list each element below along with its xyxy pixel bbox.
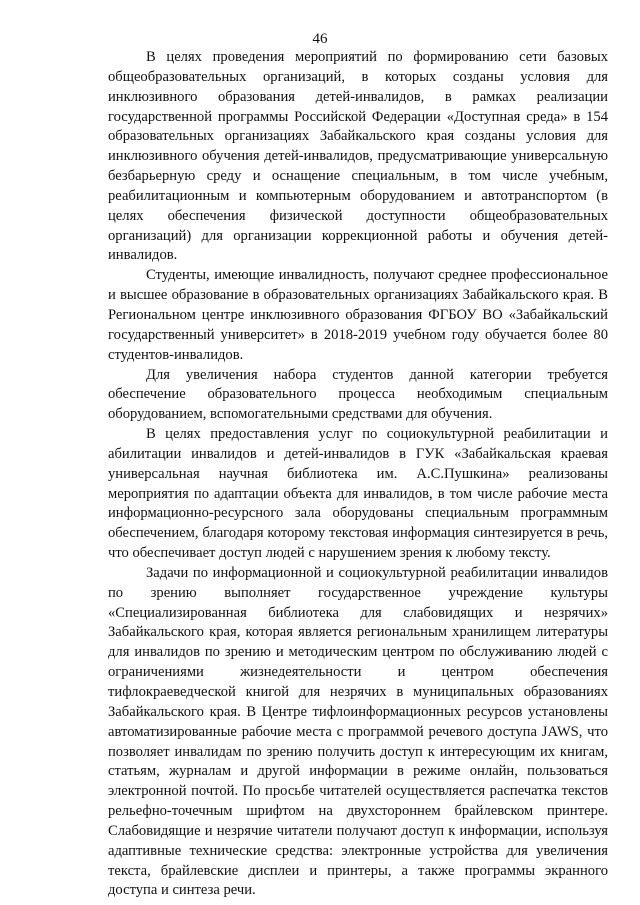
body-text [108, 48, 608, 901]
paragraph-inclusive-schools: В целях проведения мероприятий по формированию сети базовых общеобразовательных организаций, в которых созданы условия для инклюзивного образования детей-инвалидов, в рамках реализации государственной программы Российской Федерации «Доступная среда» в 154 образовательных организациях Забайкальского края созданы условия для инклюзивного обучения детей-инвалидов, предусматривающие универсальную безбарьерную среду и оснащение специальным, в том числе учебным, реабилитационным и компьютерным оборудованием и автотранспортом (в целях обеспечения физической доступности общеобразовательных организаций) для организации коррекционной работы и обучения детей-инвалидов. [108, 49, 608, 264]
paragraph-pushkin-library: В целях предоставления услуг по социокультурной реабилитации и абилитации инвалидов и детей-инвалидов в ГУК «Забайкальская краевая универсальная научная библиотека им. А.С.Пушкина» реализованы мероприятия по адаптации объекта для инвалидов, в том числе рабочие места информационно-ресурсного зала оборудованы специальным программным обеспечением, благодаря которому текстовая информация синтезируется в речь, что обеспечивает доступ людей с нарушением зрения к любому тексту. [108, 426, 608, 562]
page-number: 46 [312, 31, 328, 47]
paragraph-special-library: Задачи по информационной и социокультурной реабилитации инвалидов по зрению выполняет государственное учреждение культуры «Специализированная библиотека для слабовидящих и незрячих» Забайкальского края, которая является региональным хранилищем литературы для инвалидов по зрению и методическим центром по обслуживанию людей с ограничениями жизнедеятельности и центром обеспечения тифлокраеведческой книгой для незрячих в муниципальных образованиях Забайкальского края. В Центре тифлоинформационных ресурсов установлены автоматизированные рабочие места с программой речевого доступа JAWS, что позволяет инвалидам по зрению получить доступ к интересующим их книгам, статьям, журналам и другой информации в режиме онлайн, пользоваться электронной почтой. По просьбе читателей осуществляется распечатка текстов рельефно-точечным шрифтом на двухстороннем брайлевском принтере. Слабовидящие и незрячие читатели получают доступ к информации, используя адаптивные технические средства: электронные устройства для увеличения текста, брайлевские дисплеи и принтеры, а также программы экранного доступа и синтеза речи. [108, 564, 608, 899]
paragraph-students-higher-education: Студенты, имеющие инвалидность, получают среднее профессиональное и высшее образование в образовательных организациях Забайкальского края. В Региональном центре инклюзивного образования ФГБОУ ВО «Забайкальский государственный университет» в 2018-2019 учебном году обучается более 80 студентов-инвалидов. [108, 267, 608, 363]
paragraph-equipment-needs: Для увеличения набора студентов данной категории требуется обеспечение образовательного процесса необходимым специальным оборудованием, вспомогательными средствами для обучения. [108, 366, 608, 423]
